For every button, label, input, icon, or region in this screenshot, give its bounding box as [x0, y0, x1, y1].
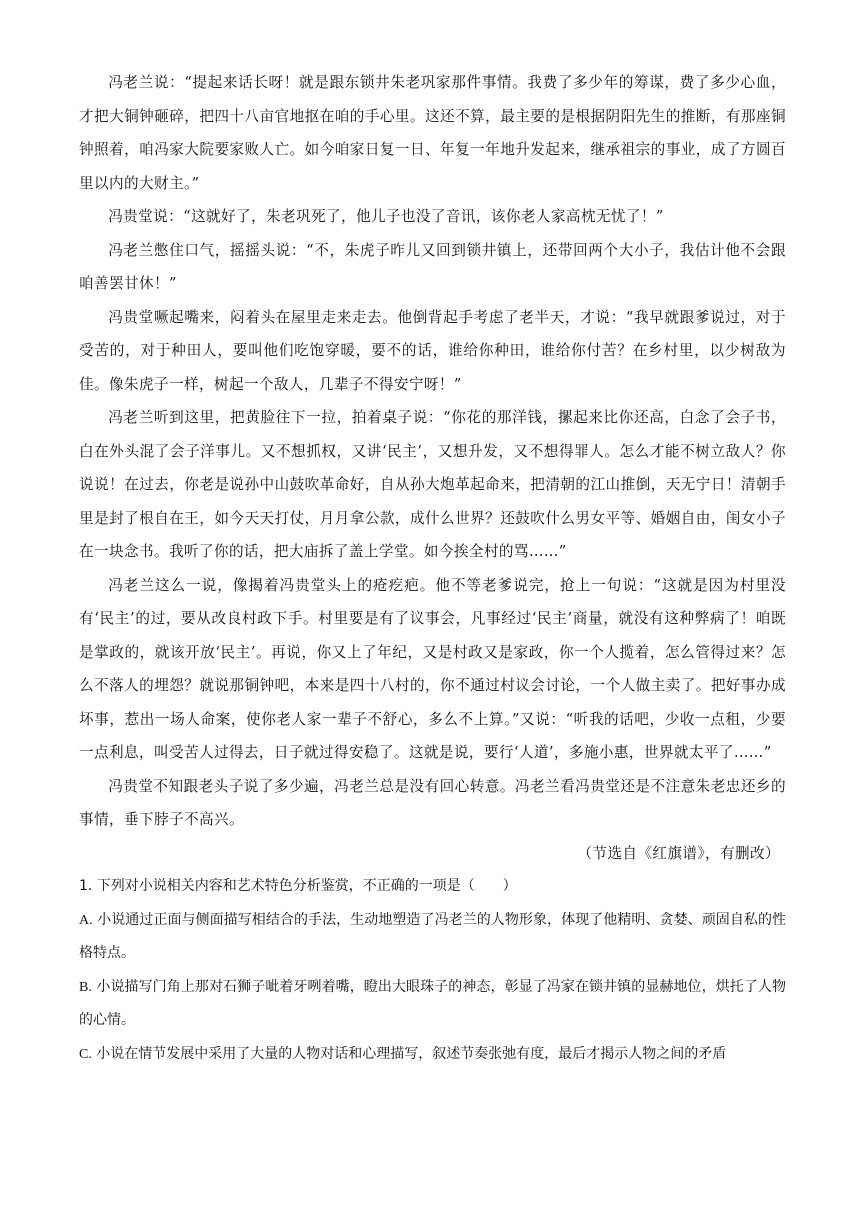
option-text: 小说在情节发展中采用了大量的人物对话和心理描写，叙述节奏张弛有度，最后才揭示人物之间的矛盾: [96, 1045, 727, 1062]
option-a: [79, 904, 786, 971]
passage-paragraph: 冯贵堂不知跟老头子说了多少遍，冯老兰总是没有回心转意。冯老兰看冯贵堂还是不注意朱老忠还乡的事情，垂下脖子不高兴。: [79, 777, 786, 828]
option-b: [79, 971, 786, 1038]
passage-paragraph: 冯贵堂说：“这就好了，朱老巩死了，他儿子也没了音讯，该你老人家高枕无忧了！”: [108, 208, 664, 225]
passage: [79, 66, 786, 837]
passage-paragraph: 冯老兰说：“提起来话长呀！就是跟东锁井朱老巩家那件事情。我费了多少年的筹谋，费了多少心血，才把大铜钟砸碎，把四十八亩官地抠在咱的手心里。这还不算，最主要的是根据阴阳先生的推断，有那座铜钟照着，咱冯家大院要家败人亡。如今咱家日复一日、年复一年地升发起来，继承祖宗的事业，成了方圆百里以内的大财主。”: [79, 74, 786, 192]
option-text: 小说描写门角上那对石狮子呲着牙咧着嘴，瞪出大眼珠子的神态，彰显了冯家在锁井镇的显赫地位，烘托了人物的心情。: [79, 978, 786, 1028]
passage-paragraph: 冯贵堂噘起嘴来，闷着头在屋里走来走去。他倒背起手考虑了老半天，才说：“我早就跟爹说过，对于受苦的，对于种田人，要叫他们吃饱穿暖，要不的话，谁给你种田，谁给你付苦？在乡村里，以少树敌为佳。像朱虎子一样，树起一个敌人，几辈子不得安宁呀！”: [79, 308, 786, 393]
passage-paragraph: 冯老兰憋住口气，摇摇头说：“不，朱虎子昨儿又回到锁井镇上，还带回两个大小子，我估计他不会跟咱善罢甘休！”: [79, 241, 786, 292]
passage-paragraph: 冯老兰这么一说，像揭着冯贵堂头上的疮疙疤。他不等老爹说完，抢上一句说：“这就是因为村里没有‘民主’的过，要从改良村政下手。村里要是有了议事会，凡事经过‘民主’商量，就没有这种弊病了！咱既是掌政的，就该开放‘民主’。再说，你又上了年纪，又是村政又是家政，你一个人揽着，怎么管得过来？怎么不落人的埋怨？就说那铜钟吧，本来是四十八村的，你不通过村议会讨论，一个人做主卖了。把好事办成坏事，惹出一场人命案，使你老人家一辈子不舒心，多么不上算。”又说：“听我的话吧，少收一点租，少要一点利息，叫受苦人过得去，日子就过得安稳了。这就是说，要行‘人道’，多施小惠，世界就太平了……”: [79, 576, 786, 761]
passage-paragraph: 冯老兰听到这里，把黄脸往下一拉，拍着桌子说：“你花的那洋钱，摞起来比你还高，白念了会子书，白在外头混了会子洋事儿。又不想抓权，又讲‘民主’，又想升发，又不想得罪人。怎么才能不树立敌人？你说说！在过去，你老是说孙中山鼓吹革命好，自从孙大炮革起命来，把清朝的江山推倒，天无宁日！清朝手里是封了根自在王，如今天天打仗，月月拿公款，成什么世界？还鼓吹什么男女平等、婚姻自由，闺女小子在一块念书。我听了你的话，把大庙拆了盖上学堂。如今挨全村的骂……”: [79, 409, 786, 560]
option-letter: B.: [79, 979, 92, 995]
option-letter: C.: [79, 1046, 92, 1062]
source-citation: （节选自《红旗谱》，有删改）: [577, 844, 780, 862]
option-text: 小说通过正面与侧面描写相结合的手法，生动地塑造了冯老兰的人物形象，体现了他精明、贪婪、顽固自私的性格特点。: [79, 911, 786, 961]
question-stem: 1. 下列对小说相关内容和艺术特色分析鉴赏，不正确的一项是（ ）: [79, 878, 517, 894]
option-letter: A.: [79, 912, 93, 928]
option-c: [79, 1038, 786, 1072]
